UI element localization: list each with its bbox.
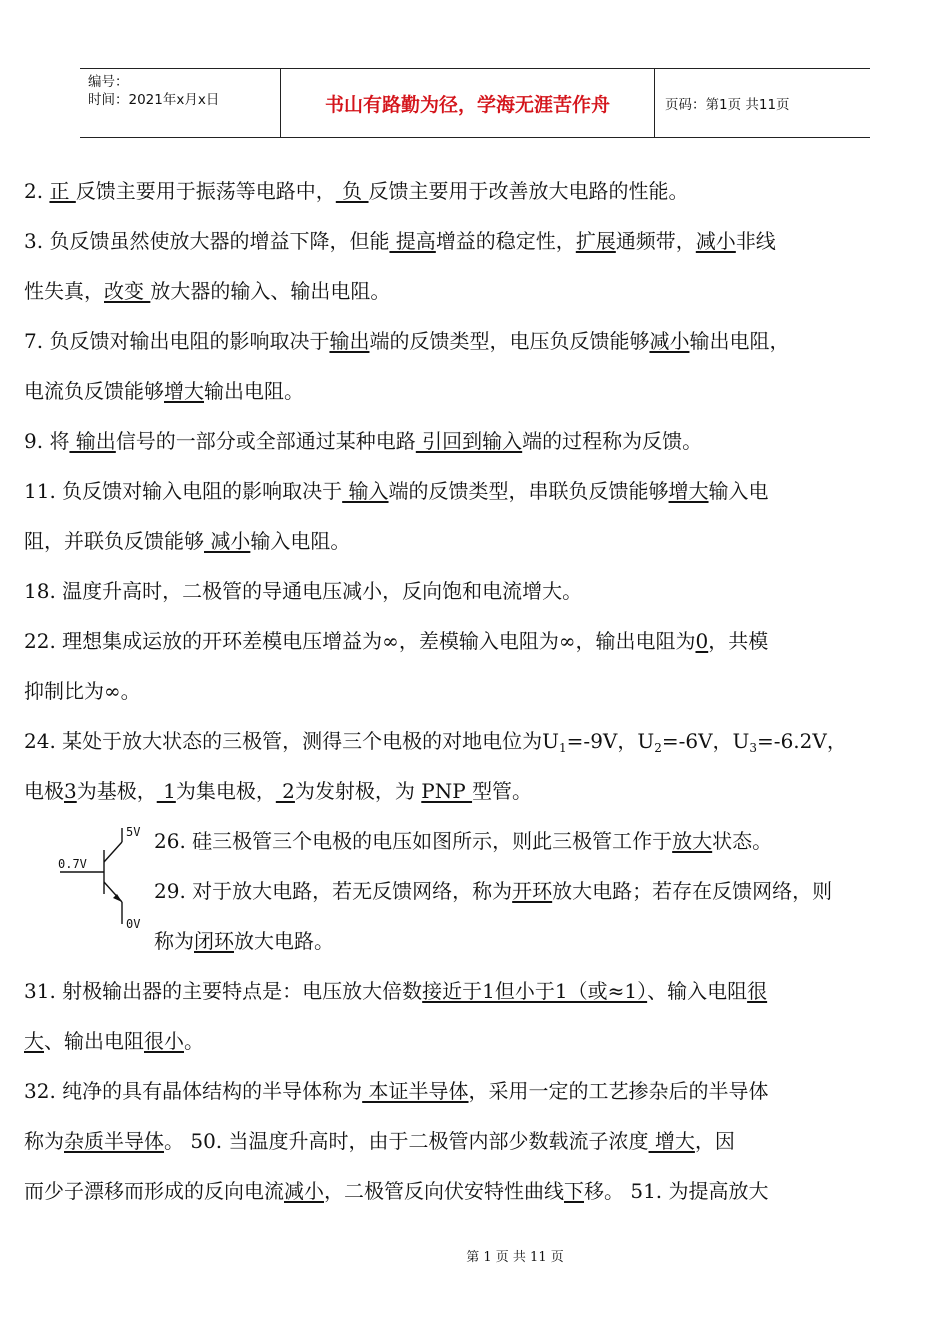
serial-number-label: 编号：: [88, 74, 129, 90]
text-line: 阻，并联负反馈能够 减小输入电阻。: [24, 529, 351, 553]
text-line: 而少子漂移而形成的反向电流减小，二极管反向伏安特性曲线下移。 51. 为提高放大: [24, 1179, 769, 1203]
page-header: [80, 68, 870, 138]
text-line: 26. 硅三极管三个电极的电压如图所示，则此三极管工作于放大状态。: [154, 829, 773, 853]
collector-lead: [104, 842, 122, 862]
text-line: 电流负反馈能够增大输出电阻。: [24, 379, 304, 403]
text-line: 22. 理想集成运放的开环差模电压增益为∞，差模输入电阻为∞，输出电阻为0，共模: [24, 629, 769, 653]
base-voltage: 0.7V: [58, 857, 87, 871]
collector-voltage: 5V: [126, 825, 141, 839]
text-line: 3. 负反馈虽然使放大器的增益下降，但能 提高增益的稳定性，扩展通频带，减小非线: [24, 229, 776, 253]
text-line: 大、输出电阻很小。: [24, 1029, 204, 1053]
text-line: 32. 纯净的具有晶体结构的半导体称为 本证半导体，采用一定的工艺掺杂后的半导体: [24, 1079, 769, 1103]
text-line: 18. 温度升高时，二极管的导通电压减小，反向饱和电流增大。: [24, 579, 583, 603]
document-body: [24, 166, 924, 1216]
text-line: 抑制比为∞。: [24, 679, 141, 703]
text-line: 29. 对于放大电路，若无反馈网络，称为开环放大电路；若存在反馈网络，则: [154, 879, 833, 903]
text-line: 称为闭环放大电路。: [154, 929, 334, 953]
text-line: 2. 正 反馈主要用于振荡等电路中， 负 反馈主要用于改善放大电路的性能。: [24, 179, 689, 203]
header-meta: [80, 69, 281, 137]
date-label: 时间：2021年x月x日: [88, 92, 220, 108]
emitter-voltage: 0V: [126, 917, 141, 931]
page-footer: 第 1 页 共 11 页: [466, 1250, 564, 1265]
text-line: 31. 射极输出器的主要特点是：电压放大倍数接近于1但小于1（或≈1）、输入电阻很: [24, 979, 768, 1003]
text-line: 电极3为基极， 1为集电极， 2为发射极，为 PNP 型管。: [24, 779, 533, 803]
transistor-diagram: [56, 822, 156, 932]
text-line: 性失真，改变 放大器的输入、输出电阻。: [24, 279, 391, 303]
header-motto: 书山有路勤为径，学海无涯苦作舟: [281, 69, 655, 137]
text-line: 9. 将 输出信号的一部分或全部通过某种电路 引回到输入端的过程称为反馈。: [24, 429, 703, 453]
text-line: 7. 负反馈对输出电阻的影响取决于输出端的反馈类型，电压负反馈能够减小输出电阻，: [24, 329, 790, 353]
text-line: 24. 某处于放大状态的三极管，测得三个电极的对地电位为$U_1=-9V$，$U_2=-6V$，$U_3=-6.2V$，: [24, 729, 847, 755]
emitter-arrow-icon: [113, 894, 122, 902]
text-line: 11. 负反馈对输入电阻的影响取决于 输入端的反馈类型，串联负反馈能够增大输入电: [24, 479, 769, 503]
header-page-info: 页码：第1页 共11页: [665, 97, 790, 113]
text-line: 称为杂质半导体。 50. 当温度升高时，由于二极管内部少数载流子浓度 增大，因: [24, 1129, 735, 1153]
